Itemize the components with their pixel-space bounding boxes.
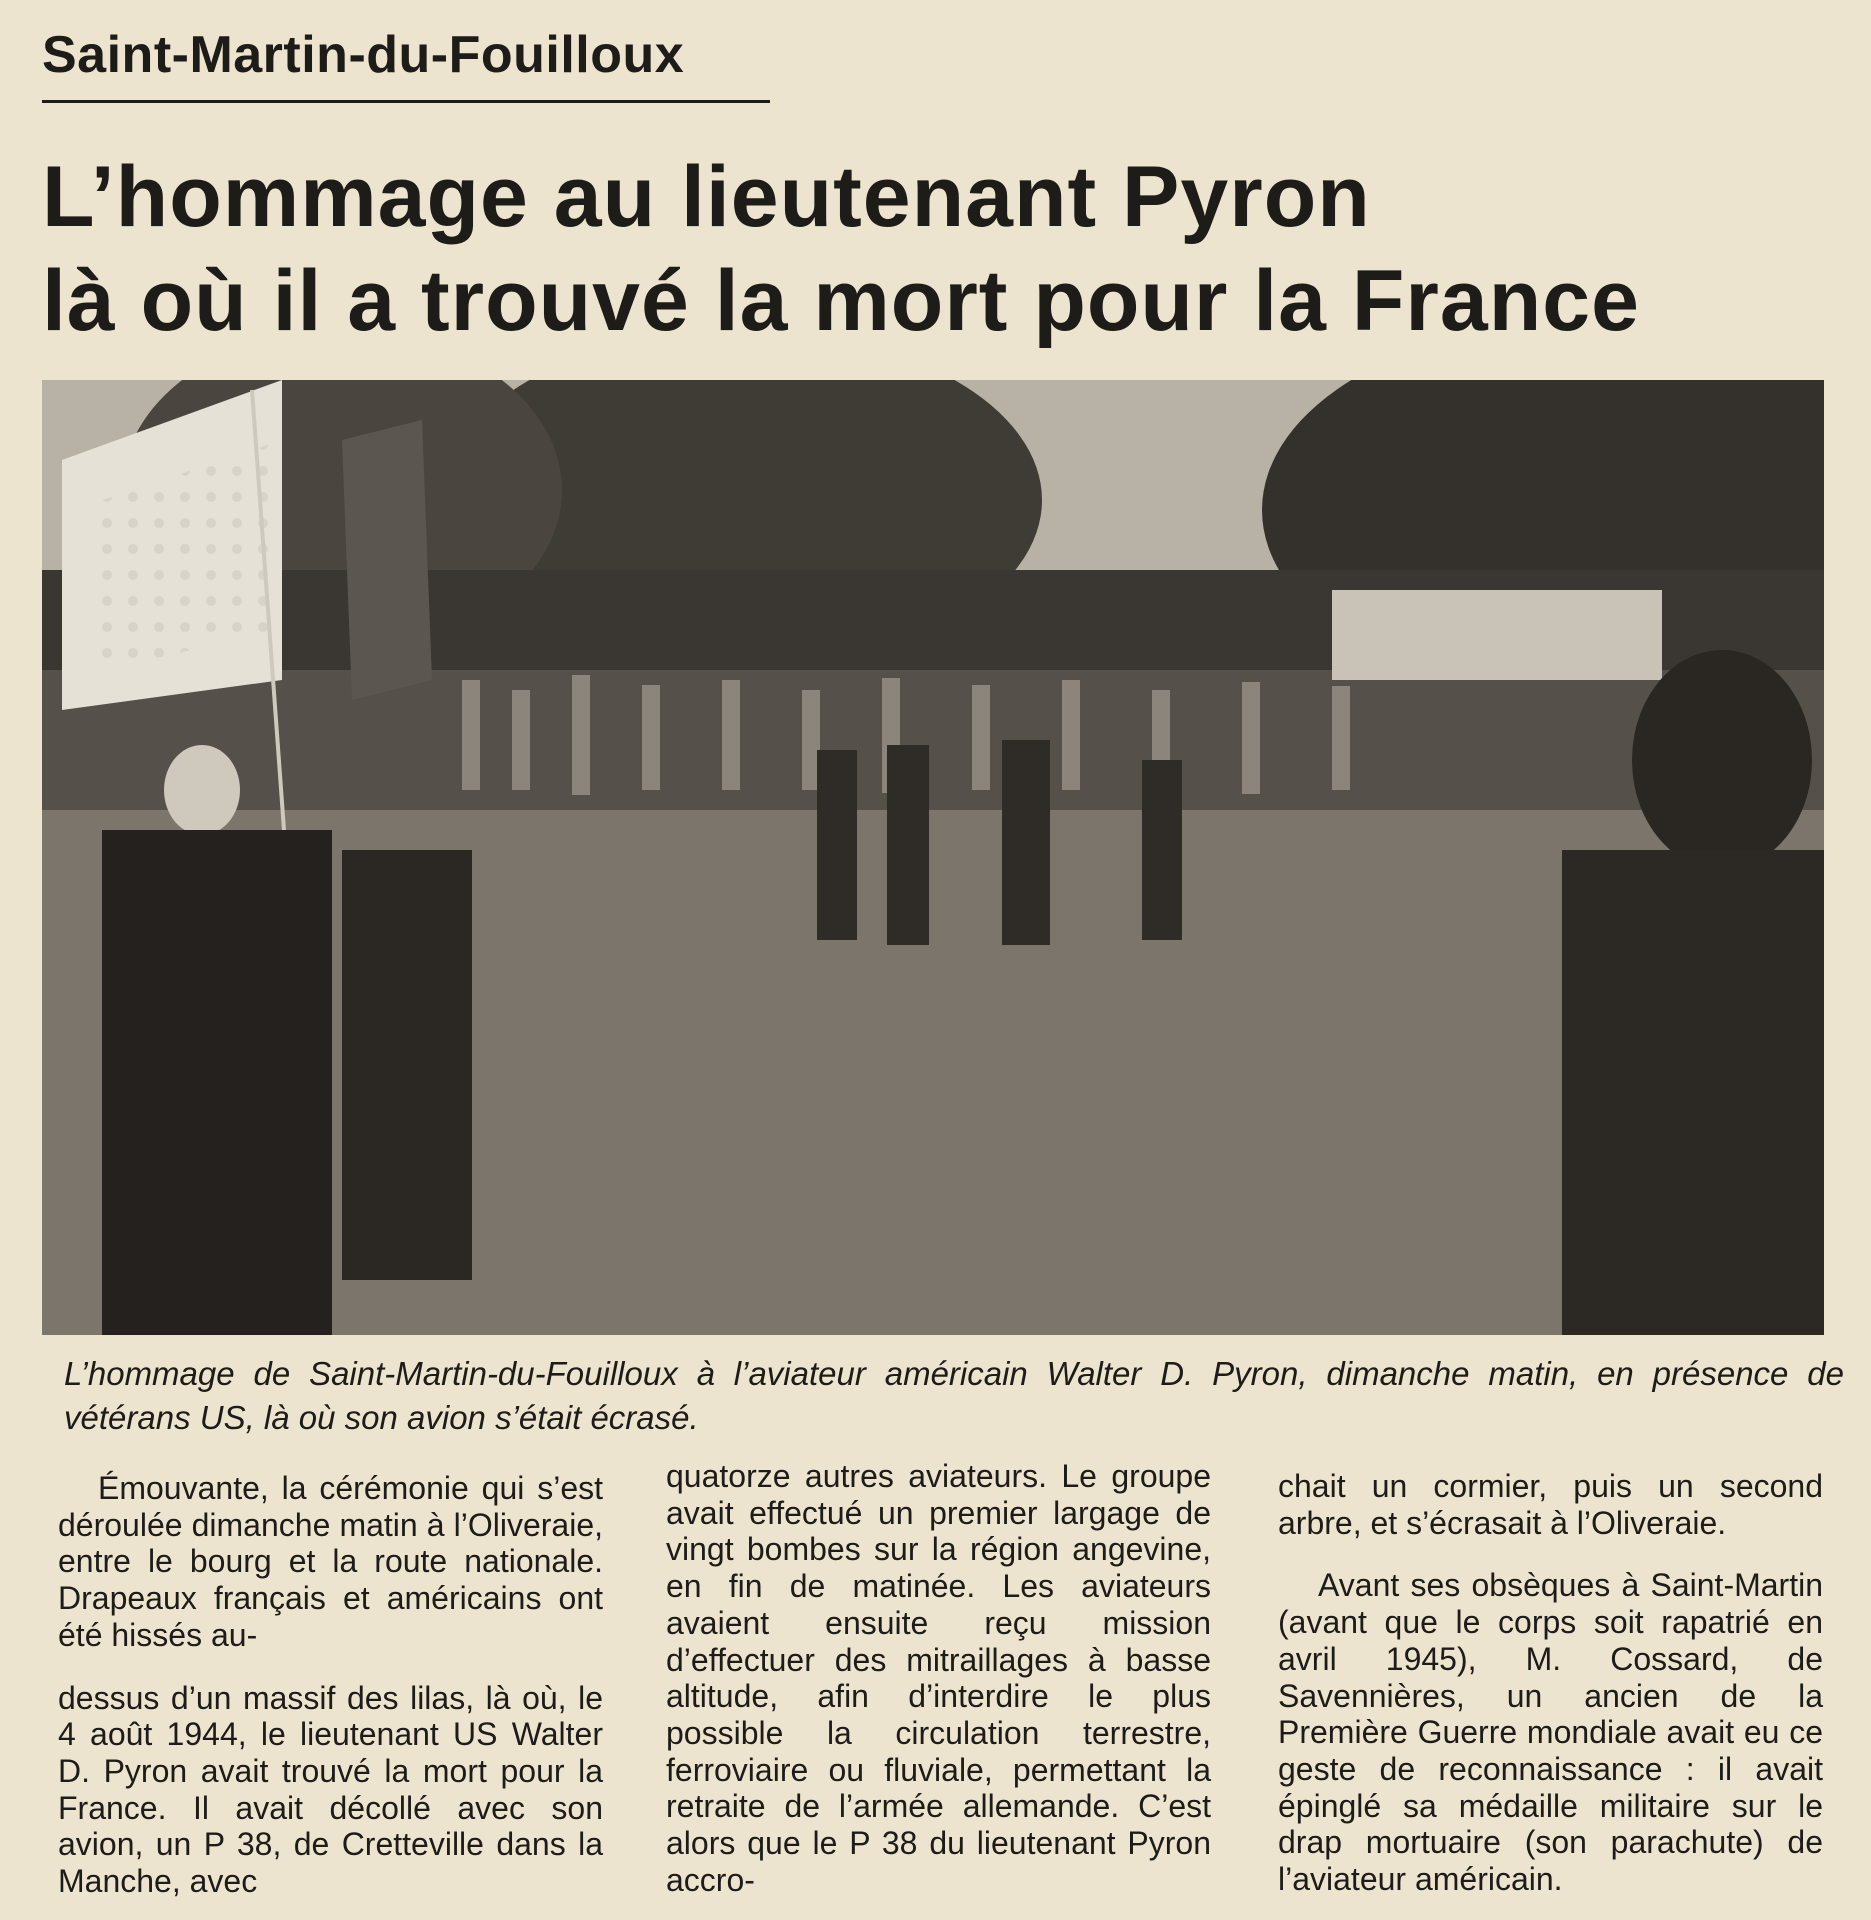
french-flag — [342, 420, 432, 700]
paragraph: dessus d’un massif des lilas, là où, le 4 août 1944, le lieutenant US Walter D. Pyron avait trouvé la mort pour la France. Il avait décollé avec son avion, un P 38, de Cretteville dans la Manche, avec — [58, 1679, 603, 1900]
paragraph: Avant ses obsèques à Saint-Martin (avant que le corps soit rapatrié en avril 1945), M. Cossard, de Savennières, un ancien de la Première Guerre mondiale avait eu ce geste de reconnaissance : il avait épinglé sa médaille militaire sur le drap mortuaire (son parachute) de l’aviateur américain. — [1278, 1567, 1823, 1898]
section-kicker: Saint-Martin-du-Fouilloux — [42, 26, 685, 84]
paragraph: Émouvante, la cérémonie qui s’est déroulée dimanche matin à l’Oliveraie, entre le bourg et la route nationale. Drapeaux français et américains ont été hissés au- — [58, 1470, 603, 1653]
headline — [42, 145, 1842, 353]
paragraph: chait un cormier, puis un second arbre, et s’écrasait à l’Oliveraie. — [1278, 1468, 1823, 1541]
photo-caption: L’hommage de Saint-Martin-du-Fouilloux à l’aviateur américain Walter D. Pyron, dimanche matin, en présence de vétérans US, là où son avion s’était écrasé. — [64, 1355, 1844, 1436]
article-column-3 — [1278, 1468, 1823, 1898]
article-column-2 — [666, 1458, 1211, 1898]
bus — [1332, 590, 1662, 680]
ceremony-photo — [42, 380, 1824, 1335]
article-column-1 — [58, 1470, 603, 1900]
headline-line-2: là où il a trouvé la mort pour la France — [42, 253, 1640, 349]
foreground-person — [342, 850, 472, 1280]
ceremony-photo-illustration — [42, 380, 1824, 1335]
foreground-person — [102, 830, 332, 1335]
kicker-underline — [42, 100, 770, 103]
headline-line-1: L’hommage au lieutenant Pyron — [42, 149, 1371, 245]
crowd — [42, 670, 1824, 810]
foreground-person — [1562, 850, 1824, 1335]
paragraph: quatorze autres aviateurs. Le groupe avait effectué un premier largage de vingt bombes sur la région angevine, en fin de matinée. Les aviateurs avaient ensuite reçu mission d’effectuer des mitraillages à basse altitude, afin d’interdire le plus possible la circulation terrestre, ferroviaire ou fluviale, permettant la retraite de l’armée allemande. C’est alors que le P 38 du lieutenant Pyron accro- — [666, 1458, 1211, 1898]
